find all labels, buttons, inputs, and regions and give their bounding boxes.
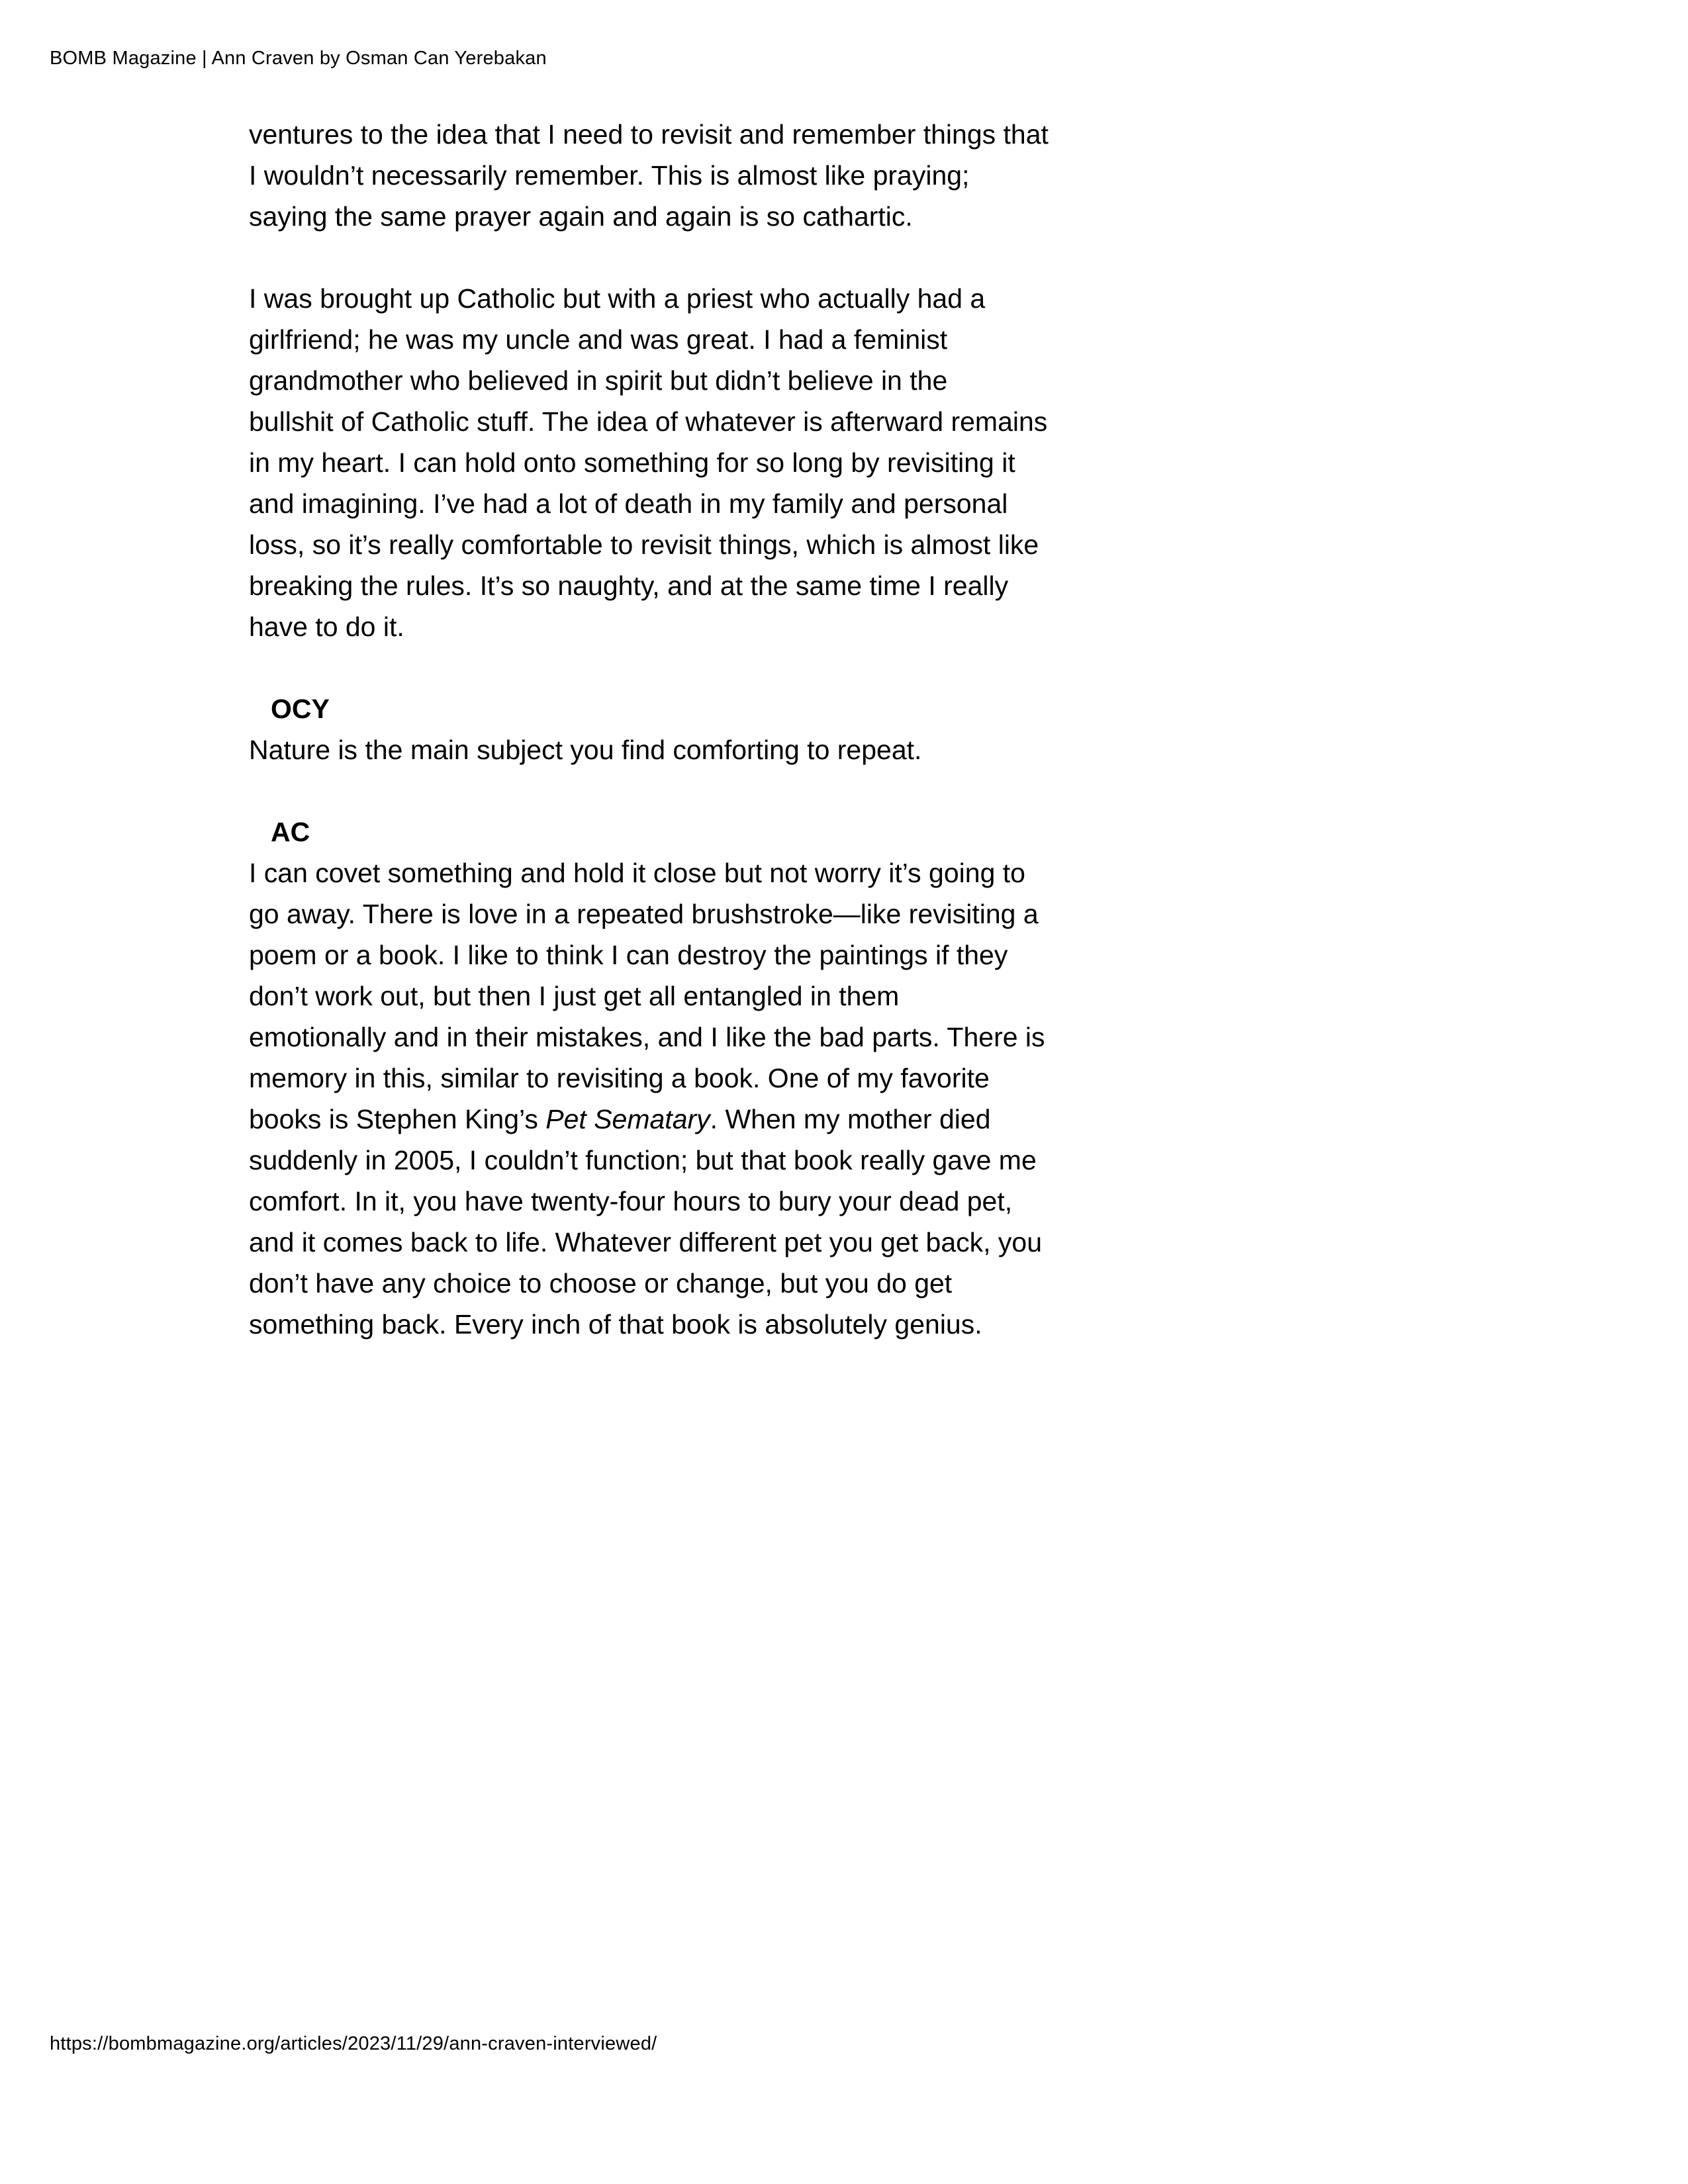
text-line: grandmother who believed in spirit but didn’t believe in the <box>249 365 948 396</box>
text-line: and imagining. I’ve had a lot of death in my family and personal <box>249 488 1008 519</box>
text-line: don’t work out, but then I just get all entangled in them <box>249 981 900 1011</box>
text-line: bullshit of Catholic stuff. The idea of whatever is afterward remains <box>249 406 1048 437</box>
paragraph-catholic <box>249 278 1149 647</box>
text-fragment: . When my mother died <box>710 1104 991 1134</box>
text-line: have to do it. <box>249 612 404 642</box>
text-line: go away. There is love in a repeated brushstroke—like revisiting a <box>249 899 1039 929</box>
text-line: girlfriend; he was my uncle and was great. I had a feminist <box>249 324 948 355</box>
text-line: I can covet something and hold it close but not worry it’s going to <box>249 858 1025 888</box>
paragraph-gap <box>249 770 1149 811</box>
text-fragment: books is Stephen King’s <box>249 1104 546 1134</box>
text-line: emotionally and in their mistakes, and I like the bad parts. There is <box>249 1022 1045 1052</box>
speaker-label-ac: AC <box>271 817 310 847</box>
text-line: don’t have any choice to choose or change, but you do get <box>249 1268 953 1298</box>
text-line: breaking the rules. It’s so naughty, and at the same time I really <box>249 570 1009 601</box>
text-line: I was brought up Catholic but with a priest who actually had a <box>249 283 986 314</box>
text-line: Nature is the main subject you find comforting to repeat. <box>249 735 922 765</box>
text-line: poem or a book. I like to think I can destroy the paintings if they <box>249 940 1008 970</box>
text-line: ventures to the idea that I need to revisit and remember things that <box>249 119 1049 150</box>
text-line: suddenly in 2005, I couldn’t function; but that book really gave me <box>249 1145 1037 1175</box>
text-line: I wouldn’t necessarily remember. This is almost like praying; <box>249 160 970 191</box>
text-line: comfort. In it, you have twenty-four hours to bury your dead pet, <box>249 1186 1013 1216</box>
page-header-title: BOMB Magazine | Ann Craven by Osman Can Yerebakan <box>50 48 547 69</box>
text-line: something back. Every inch of that book is absolutely genius. <box>249 1309 982 1340</box>
text-line: and it comes back to life. Whatever different pet you get back, you <box>249 1227 1043 1257</box>
paragraph-gap <box>249 237 1149 278</box>
speaker-label-ocy: OCY <box>271 694 330 724</box>
book-title: Pet Sematary <box>545 1104 710 1134</box>
page-footer-url: https://bombmagazine.org/articles/2023/11/29/ann-craven-interviewed/ <box>50 2033 657 2054</box>
paragraph-intro <box>249 114 1149 237</box>
article-body <box>249 114 1149 1345</box>
text-line: in my heart. I can hold onto something for so long by revisiting it <box>249 447 1015 478</box>
text-line: loss, so it’s really comfortable to revisit things, which is almost like <box>249 529 1039 560</box>
paragraph-gap <box>249 647 1149 688</box>
answer-ac <box>249 852 1149 1345</box>
text-line: memory in this, similar to revisiting a book. One of my favorite <box>249 1063 990 1093</box>
text-line-with-book-title <box>249 1099 1149 1140</box>
text-line: saying the same prayer again and again is so cathartic. <box>249 201 913 232</box>
question-ocy <box>249 729 1149 770</box>
